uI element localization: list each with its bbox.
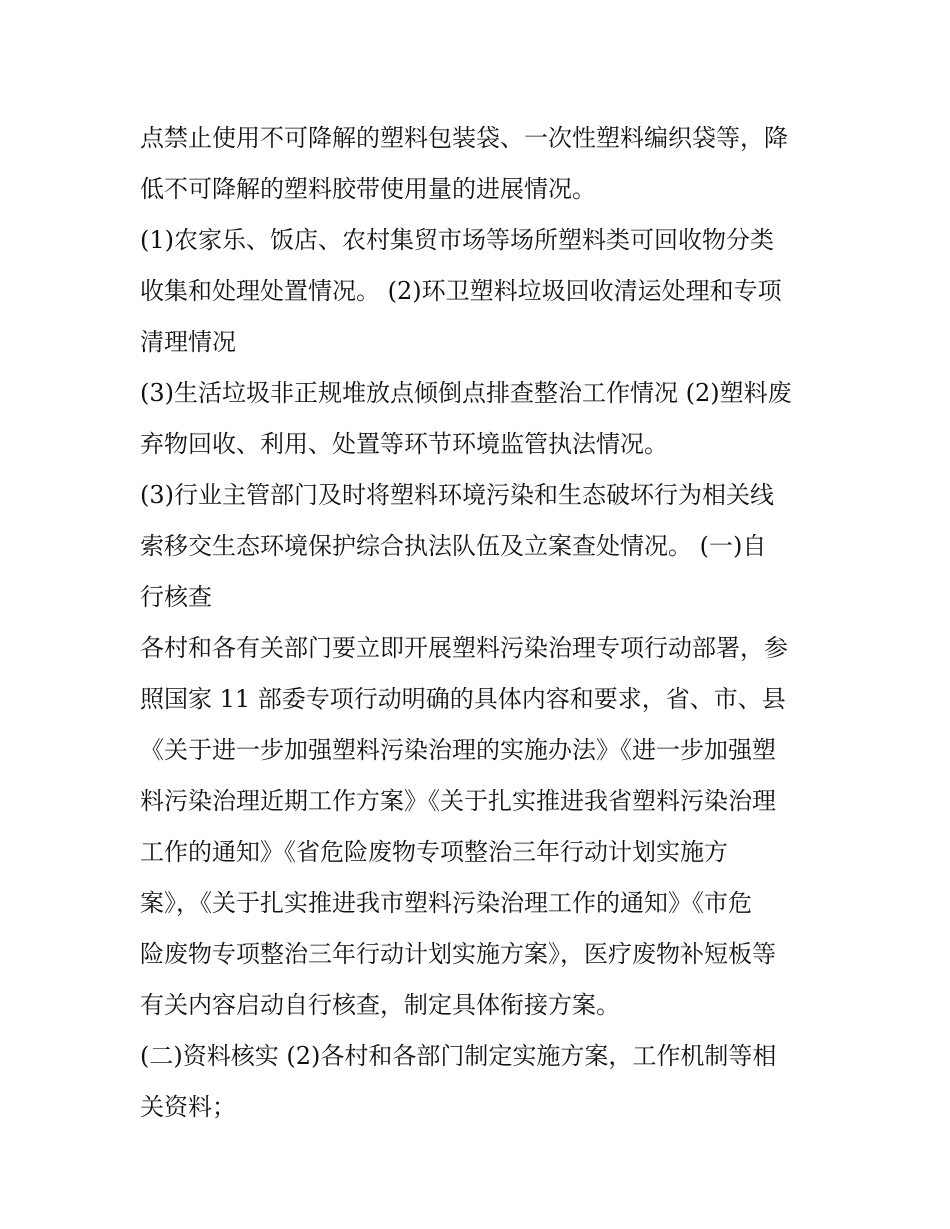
text-line: 有关内容启动自行核查，制定具体衔接方案。 xyxy=(140,991,620,1019)
text-line: 弃物回收、利用、处置等环节环境监管执法情况。 xyxy=(140,430,668,458)
text-line: 点禁止使用不可降解的塑料包装袋、一次性塑料编织袋等，降 xyxy=(140,124,788,152)
text-line: 索移交生态环境保护综合执法队伍及立案查处情况。 (一)自 xyxy=(140,532,767,560)
text-line: 照国家 11 部委专项行动明确的具体内容和要求，省、市、县 xyxy=(140,685,786,713)
text-line: 低不可降解的塑料胶带使用量的进展情况。 xyxy=(140,175,596,203)
text-line: (3)生活垃圾非正规堆放点倾倒点排查整治工作情况 (2)塑料废 xyxy=(140,379,792,407)
text-line: 《关于进一步加强塑料污染治理的实施办法》《进一步加强塑 xyxy=(140,736,776,764)
text-line: 工作的通知》《省危险废物专项整治三年行动计划实施方 xyxy=(140,838,728,866)
text-line: 收集和处理处置情况。 (2)环卫塑料垃圾回收清运处理和专项 xyxy=(140,277,782,305)
text-line: 险废物专项整治三年行动计划实施方案》，医疗废物补短板等 xyxy=(140,940,776,968)
document-page xyxy=(140,113,815,1133)
text-line: 关资料； xyxy=(140,1093,236,1121)
text-line: (3)行业主管部门及时将塑料环境污染和生态破坏行为相关线 xyxy=(140,481,774,509)
text-line: (1)农家乐、饭店、农村集贸市场等场所塑料类可回收物分类 xyxy=(140,226,774,254)
text-line: 案》，《关于扎实推进我市塑料污染治理工作的通知》《市危 xyxy=(140,889,752,917)
text-line: 行核查 xyxy=(140,583,212,611)
text-line: 各村和各有关部门要立即开展塑料污染治理专项行动部署，参 xyxy=(140,634,788,662)
text-line: (二)资料核实 (2)各村和各部门制定实施方案，工作机制等相 xyxy=(140,1042,777,1070)
text-line: 料污染治理近期工作方案》《关于扎实推进我省塑料污染治理 xyxy=(140,787,776,815)
text-line: 清理情况 xyxy=(140,328,236,356)
